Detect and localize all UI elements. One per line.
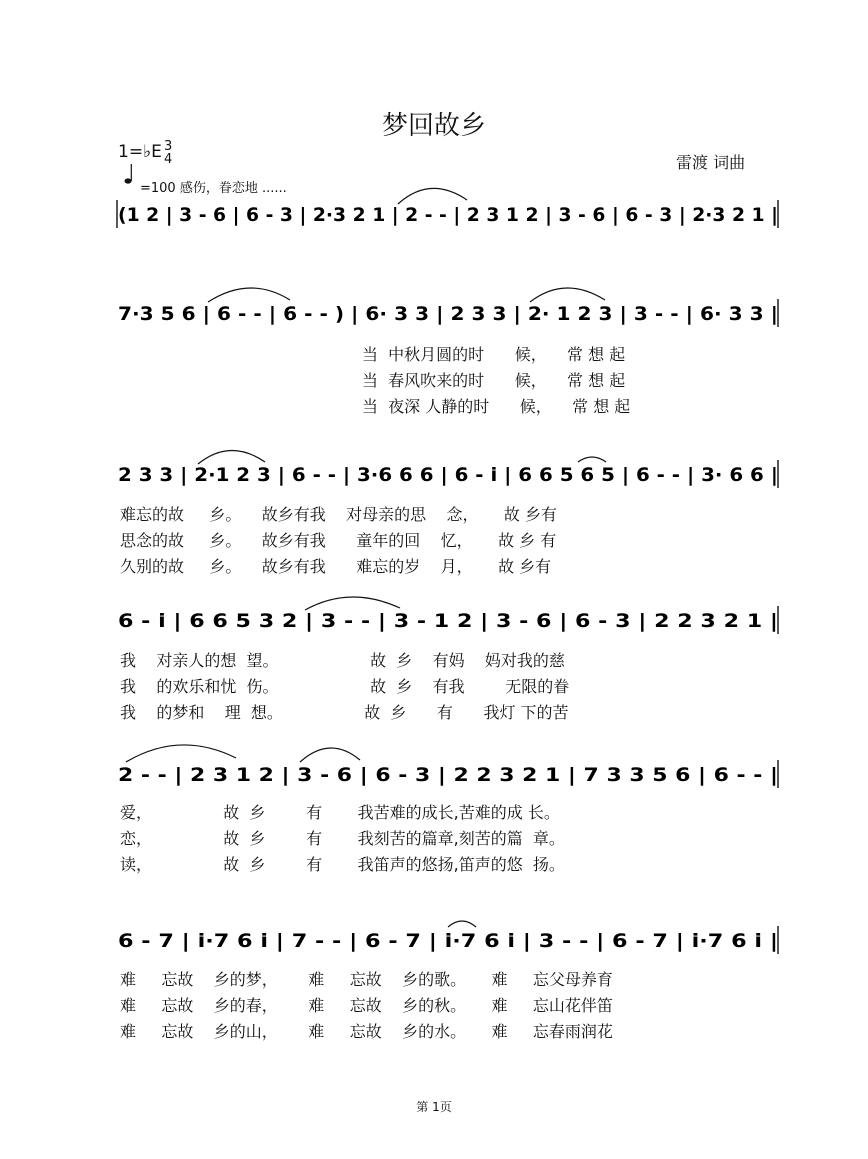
key-letter: E [151,142,162,162]
meter-top: 3 [164,139,173,154]
notation-line-2: 7·3 5 6 | 6 - - | 6 - - ) | 6· 3 3 | 2 3 3 | 2· 1 2 3 | 3 - - | 6· 3 3 | [118,303,779,325]
lyric-line: 我 的梦和 理 想。 故 乡 有 我灯 下的苦 [120,703,569,722]
page-number: 第 1页 [416,1100,452,1114]
notation-row-3 [118,450,778,488]
tie-arc [300,748,360,762]
lyric-line: 当 春风吹来的时 候， 常 想 起 [362,371,626,390]
tie-arc [126,745,236,762]
notation-row-2 [118,288,778,327]
tempo-text: =100 感伤，眷恋地 ...... [140,181,287,196]
lyric-line: 难 忘故 乡的山， 难 忘故 乡的水。 难 忘春雨润花 [120,1022,613,1041]
notation-line-6: 6 - 7 | i·7 6 i | 7 - - | 6 - 7 | i·7 6 i | 3 - - | 6 - 7 | i·7 6 i | [118,930,778,952]
notation-row-5 [118,745,778,788]
tie-arc [198,450,265,464]
tie-arc [398,188,467,204]
notation-line-1: (1 2 | 3 - 6 | 6 - 3 | 2·3 2 1 | 2 - - | 2 3 1 2 | 3 - 6 | 6 - 3 | 2·3 2 1 | [118,204,778,226]
notation-row-1 [117,188,778,228]
lyric-line: 难 忘故 乡的春， 难 忘故 乡的秋。 难 忘山花伴笛 [120,996,613,1015]
page-title: 梦回故乡 [381,111,486,141]
lyric-line: 难 忘故 乡的梦， 难 忘故 乡的歌。 难 忘父母养育 [120,970,613,989]
lyric-line: 爱， 故 乡 有 我苦难的成长,苦难的成 长。 [120,803,560,822]
tie-arc [305,597,400,610]
lyric-line: 当 中秋月圆的时 候， 常 想 起 [362,345,626,364]
tie-arc [530,288,605,302]
key-prefix: 1= [118,142,144,162]
tie-arc [448,921,476,927]
lyric-line: 我 对亲人的想 望。 故 乡 有妈 妈对我的慈 [120,651,565,670]
lyric-line: 当 夜深 人静的时 候， 常 想 起 [362,397,631,416]
lyric-line: 思念的故 乡。 故乡有我 童年的回 忆， 故 乡 有 [120,531,557,550]
lyric-line: 久别的故 乡。 故乡有我 难忘的岁 月， 故 乡有 [120,557,552,576]
tie-arc [208,288,290,302]
notation-row-6 [118,921,778,954]
notation-line-3: 2 3 3 | 2·1 2 3 | 6 - - | 3·6 6 6 | 6 - i | 6 6 5 6 5 | 6 - - | 3· 6 6 | [118,464,778,486]
lyric-line: 我 的欢乐和忧 伤。 故 乡 有我 无限的眷 [120,677,570,696]
tie-arc [578,457,606,462]
meter-bottom: 4 [164,152,173,167]
lyric-line: 难忘的故 乡。 故乡有我 对母亲的思 念， 故 乡有 [120,505,557,524]
notation-row-4 [118,597,778,634]
flat-sign: ♭ [143,142,152,162]
composer-credit: 雷渡 词曲 [676,153,746,172]
notation-line-4: 6 - i | 6 6 5 3 2 | 3 - - | 3 - 1 2 | 3 - 6 | 6 - 3 | 2 2 3 2 1 | [118,610,778,632]
lyric-line: 恋， 故 乡 有 我刻苦的篇章,刻苦的篇 章。 [120,829,565,848]
lyric-line: 读， 故 乡 有 我笛声的悠扬,笛声的悠 扬。 [120,855,565,874]
notation-line-5: 2 - - | 2 3 1 2 | 3 - 6 | 6 - 3 | 2 2 3 2 1 | 7 3 3 5 6 | 6 - - | [118,764,778,786]
